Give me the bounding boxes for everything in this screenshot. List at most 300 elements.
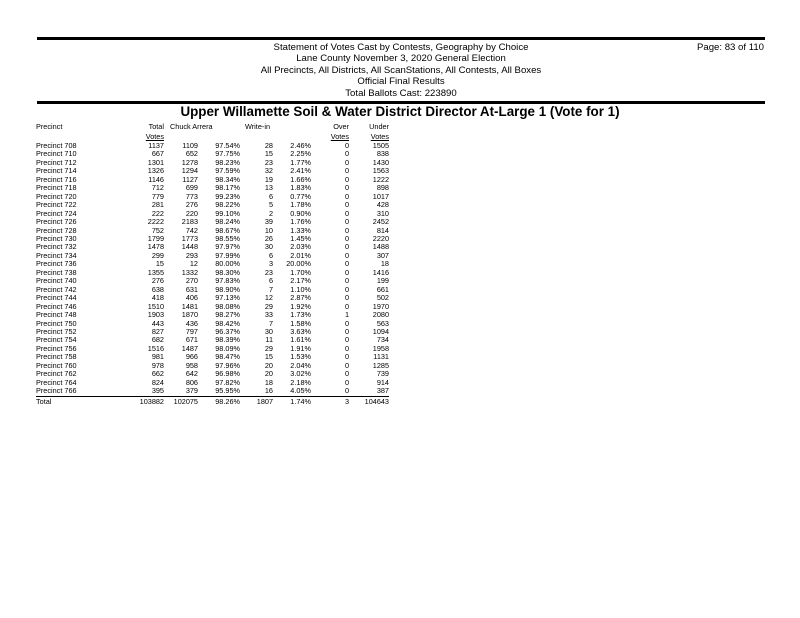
cell-candidate-pct: 98.24% — [215, 217, 240, 227]
cell-candidate-pct: 98.23% — [215, 157, 240, 167]
cell-over-votes: 0 — [344, 276, 349, 286]
cell-writein-pct: 2.01% — [290, 250, 311, 260]
header-top-rule — [37, 37, 765, 40]
results-status: Official Final Results — [357, 76, 445, 88]
cell-writein-votes: 30 — [264, 326, 273, 336]
cell-precinct: Precinct 746 — [36, 301, 77, 311]
cell-precinct: Precinct 730 — [36, 233, 77, 243]
cell-candidate-pct: 98.08% — [215, 301, 240, 311]
cell-over-votes: 0 — [344, 149, 349, 159]
cell-precinct: Precinct 766 — [36, 387, 116, 396]
cell-over-votes: 0 — [344, 284, 349, 294]
cell-candidate-votes: 12 — [189, 259, 198, 269]
cell-total-votes: 1137 — [148, 141, 164, 150]
cell-writein-pct: 3.63% — [290, 326, 311, 336]
cell-candidate-pct: 98.39% — [215, 335, 240, 345]
cell-writein-votes: 5 — [268, 200, 273, 210]
cell-precinct: Precinct 756 — [36, 343, 77, 353]
cell-over-votes: 3 — [344, 396, 349, 406]
cell-writein-votes: 6 — [268, 250, 273, 260]
cell-under-votes: 502 — [376, 293, 389, 303]
cell-writein-pct: 2.46% — [290, 141, 311, 150]
cell-candidate-pct: 96.37% — [215, 326, 240, 336]
cell-writein-pct: 3.02% — [290, 369, 311, 379]
cell-total-votes: 1903 — [147, 310, 164, 320]
cell-precinct: Precinct 714 — [36, 166, 77, 176]
cell-writein-pct: 1.83% — [290, 183, 311, 193]
table-header-row — [36, 122, 389, 142]
cell-candidate-pct: 98.42% — [215, 318, 240, 328]
cell-candidate-pct: 98.26% — [215, 396, 240, 406]
cell-over-votes: 0 — [344, 225, 349, 235]
cell-precinct: Precinct 736 — [36, 259, 77, 269]
cell-total-votes: 1799 — [147, 233, 164, 243]
cell-candidate-pct: 98.90% — [215, 284, 240, 294]
cell-total-votes: 682 — [151, 335, 164, 345]
cell-candidate-votes: 806 — [185, 377, 198, 387]
cell-under-votes: 104643 — [364, 396, 389, 406]
table-row — [36, 269, 389, 277]
cell-precinct: Precinct 762 — [36, 369, 77, 379]
cell-writein-votes: 6 — [268, 191, 273, 201]
cell-candidate-votes: 1127 — [182, 174, 198, 184]
cell-precinct: Precinct 708 — [36, 141, 77, 150]
cell-candidate-votes: 270 — [185, 276, 198, 286]
page-number: Page: 83 of 110 — [696, 42, 764, 53]
cell-precinct: Precinct 720 — [36, 191, 77, 201]
cell-writein-pct: 1.73% — [290, 310, 311, 320]
cell-writein-pct: 1.77% — [290, 157, 311, 167]
cell-under-votes: 1430 — [372, 157, 389, 167]
cell-over-votes: 0 — [314, 387, 349, 396]
cell-writein-pct: 2.03% — [290, 242, 311, 252]
cell-total-votes: 638 — [151, 284, 164, 294]
cell-candidate-votes: 1109 — [182, 141, 198, 150]
cell-candidate-pct: 98.22% — [215, 200, 240, 210]
report-scope: All Precincts, All Districts, All ScanStations, All Contests, All Boxes — [260, 64, 542, 76]
cell-candidate-votes: 773 — [185, 191, 198, 201]
cell-under-votes: 1285 — [372, 360, 389, 370]
cell-candidate-votes: 2183 — [181, 217, 198, 227]
cell-precinct: Precinct 748 — [36, 310, 77, 320]
table-row — [36, 345, 389, 353]
cell-under-votes: 1563 — [372, 166, 389, 176]
cell-writein-votes: 23 — [264, 267, 273, 277]
table-row — [36, 294, 389, 302]
contest-title: Upper Willamette Soil & Water District Director At-Large 1 (Vote for 1) — [180, 104, 620, 119]
cell-precinct: Total — [36, 396, 52, 406]
cell-writein-pct: 2.04% — [290, 360, 311, 370]
table-row — [36, 311, 389, 319]
cell-writein-pct: 1.78% — [290, 200, 311, 210]
cell-writein-pct: 2.17% — [290, 276, 311, 286]
cell-under-votes: 310 — [376, 208, 389, 218]
cell-writein-votes: 20 — [264, 360, 273, 370]
cell-writein-votes: 11 — [265, 335, 273, 345]
table-row — [36, 260, 389, 268]
table-row — [36, 210, 389, 218]
cell-total-votes: 1355 — [147, 267, 164, 277]
cell-total-votes: 827 — [151, 326, 164, 336]
cell-precinct: Precinct 760 — [36, 360, 77, 370]
col-over-votes — [314, 122, 349, 142]
cell-over-votes: 0 — [344, 191, 349, 201]
cell-total-votes: 1301 — [147, 157, 164, 167]
cell-under-votes: 734 — [376, 335, 389, 345]
cell-under-votes: 199 — [376, 276, 389, 286]
cell-over-votes: 0 — [344, 335, 349, 345]
table-row — [36, 303, 389, 311]
cell-writein-pct: 1.61% — [290, 335, 311, 345]
cell-candidate-pct: 95.95% — [198, 387, 243, 396]
cell-over-votes: 1 — [344, 310, 349, 320]
cell-total-votes: 2222 — [147, 217, 164, 227]
cell-candidate-pct: 97.75% — [215, 149, 240, 159]
cell-writein-votes: 39 — [264, 217, 273, 227]
cell-precinct: Precinct 734 — [36, 250, 77, 260]
cell-under-votes: 898 — [376, 183, 389, 193]
cell-candidate-votes: 1448 — [181, 242, 198, 252]
cell-candidate-votes: 1773 — [181, 233, 198, 243]
results-table — [36, 122, 389, 406]
table-row — [36, 286, 389, 294]
cell-precinct: Precinct 732 — [36, 242, 77, 252]
cell-candidate-pct: 98.27% — [215, 310, 240, 320]
cell-over-votes: 0 — [344, 174, 349, 184]
cell-total-votes: 712 — [151, 183, 164, 193]
h-over-line1: Over — [333, 122, 349, 131]
cell-over-votes: 0 — [344, 318, 349, 328]
cell-candidate-votes: 102075 — [173, 396, 198, 406]
table-row — [36, 328, 389, 336]
cell-over-votes: 0 — [344, 157, 349, 167]
cell-candidate-pct: 98.09% — [215, 343, 240, 353]
cell-writein-votes: 6 — [268, 276, 273, 286]
cell-writein-votes: 29 — [264, 301, 273, 311]
cell-precinct: Precinct 722 — [36, 200, 77, 210]
cell-precinct: Precinct 728 — [36, 225, 77, 235]
cell-writein-votes: 23 — [264, 157, 273, 167]
cell-writein-votes: 1807 — [256, 396, 273, 406]
cell-writein-votes: 2 — [268, 208, 273, 218]
cell-candidate-votes: 671 — [185, 335, 198, 345]
cell-total-votes: 299 — [151, 250, 164, 260]
cell-writein-pct: 2.18% — [290, 377, 311, 387]
table-row — [36, 201, 389, 209]
cell-precinct: Precinct 740 — [36, 276, 77, 286]
cell-precinct: Precinct 724 — [36, 208, 77, 218]
cell-total-votes: 978 — [151, 360, 164, 370]
cell-precinct: Precinct 752 — [36, 326, 77, 336]
cell-over-votes: 0 — [344, 183, 349, 193]
cell-candidate-pct: 98.47% — [215, 352, 240, 362]
cell-over-votes: 0 — [344, 242, 349, 252]
cell-candidate-pct: 98.55% — [215, 233, 240, 243]
cell-under-votes: 1416 — [372, 267, 389, 277]
cell-candidate-votes: 642 — [185, 369, 198, 379]
cell-over-votes: 0 — [344, 301, 349, 311]
cell-total-votes: 779 — [151, 191, 164, 201]
cell-precinct: Precinct 738 — [36, 267, 77, 277]
cell-candidate-pct: 97.82% — [215, 377, 240, 387]
report-title: Statement of Votes Cast by Contests, Geography by Choice — [273, 42, 529, 53]
col-total-votes — [116, 122, 164, 142]
cell-writein-votes: 16 — [243, 387, 273, 396]
h-total-line1: Total — [148, 122, 164, 131]
cell-candidate-pct: 97.13% — [215, 293, 240, 303]
cell-candidate-votes: 631 — [185, 284, 198, 294]
cell-writein-votes: 32 — [264, 166, 273, 176]
cell-writein-pct: 1.70% — [290, 267, 311, 277]
cell-under-votes: 2080 — [372, 310, 389, 320]
cell-writein-pct: 1.45% — [290, 233, 311, 243]
cell-total-votes: 1516 — [147, 343, 164, 353]
cell-precinct: Precinct 718 — [36, 183, 77, 193]
cell-total-votes: 15 — [155, 259, 164, 269]
cell-writein-pct: 2.41% — [290, 166, 311, 176]
cell-candidate-votes: 1487 — [181, 343, 198, 353]
total-ballots: Total Ballots Cast: 223890 — [345, 87, 457, 99]
cell-candidate-votes: 742 — [185, 225, 198, 235]
cell-under-votes: 814 — [376, 225, 389, 235]
cell-over-votes: 0 — [344, 259, 349, 269]
cell-under-votes: 1505 — [372, 141, 389, 150]
col-precinct: Precinct — [36, 122, 63, 131]
cell-over-votes: 0 — [344, 250, 349, 260]
cell-candidate-pct: 80.00% — [215, 259, 240, 269]
cell-precinct: Precinct 754 — [36, 335, 77, 345]
cell-writein-votes: 15 — [264, 352, 273, 362]
cell-writein-pct: 0.90% — [290, 208, 311, 218]
h-over-line2: Votes — [330, 132, 349, 141]
cell-writein-votes: 3 — [268, 259, 273, 269]
cell-under-votes: 387 — [349, 387, 389, 396]
cell-writein-votes: 29 — [264, 343, 273, 353]
cell-precinct: Precinct 712 — [36, 157, 77, 167]
cell-candidate-votes: 379 — [164, 387, 198, 396]
cell-candidate-pct: 97.96% — [215, 360, 240, 370]
cell-under-votes: 1488 — [372, 242, 389, 252]
col-writein: Write-in — [245, 122, 271, 131]
cell-writein-pct: 4.05% — [273, 387, 314, 396]
cell-precinct: Precinct 716 — [36, 174, 77, 184]
cell-precinct: Precinct 710 — [36, 149, 77, 159]
cell-over-votes: 0 — [344, 326, 349, 336]
cell-writein-pct: 0.77% — [290, 191, 311, 201]
cell-precinct: Precinct 742 — [36, 284, 77, 294]
cell-under-votes: 307 — [376, 250, 389, 260]
table-row — [36, 252, 389, 260]
table-row — [36, 184, 389, 192]
cell-over-votes: 0 — [344, 200, 349, 210]
table-row — [36, 159, 389, 167]
cell-total-votes: 824 — [151, 377, 164, 387]
cell-over-votes: 0 — [344, 233, 349, 243]
cell-candidate-votes: 276 — [185, 200, 198, 210]
table-row — [36, 235, 389, 243]
cell-total-votes: 1326 — [147, 166, 164, 176]
cell-candidate-pct: 98.67% — [215, 225, 240, 235]
cell-under-votes: 1222 — [372, 174, 389, 184]
col-candidate: Chuck Arrera — [170, 122, 213, 131]
col-under-votes — [349, 122, 389, 142]
cell-candidate-votes: 699 — [185, 183, 198, 193]
cell-writein-pct: 1.66% — [290, 174, 311, 184]
total-row — [36, 396, 389, 406]
table-body — [36, 142, 389, 406]
cell-writein-votes: 20 — [264, 369, 273, 379]
cell-under-votes: 1970 — [372, 301, 389, 311]
cell-candidate-pct: 97.97% — [215, 242, 240, 252]
cell-writein-pct: 2.25% — [290, 149, 311, 159]
cell-writein-pct: 1.33% — [290, 225, 311, 235]
table-row — [36, 218, 389, 226]
cell-precinct: Precinct 726 — [36, 217, 77, 227]
cell-candidate-votes: 220 — [185, 208, 198, 218]
cell-writein-pct: 1.76% — [290, 217, 311, 227]
cell-writein-pct: 1.74% — [290, 396, 311, 406]
cell-candidate-votes: 293 — [185, 250, 198, 260]
table-row — [36, 387, 389, 396]
cell-under-votes: 1958 — [372, 343, 389, 353]
cell-over-votes: 0 — [344, 293, 349, 303]
cell-total-votes: 752 — [151, 225, 164, 235]
cell-writein-votes: 33 — [264, 310, 273, 320]
cell-writein-votes: 30 — [264, 242, 273, 252]
cell-total-votes: 662 — [151, 369, 164, 379]
table-row — [36, 227, 389, 235]
table-row — [36, 320, 389, 328]
cell-over-votes: 0 — [344, 377, 349, 387]
cell-over-votes: 0 — [344, 369, 349, 379]
cell-precinct: Precinct 750 — [36, 318, 77, 328]
cell-under-votes: 2220 — [372, 233, 389, 243]
cell-under-votes: 838 — [376, 149, 389, 159]
cell-writein-votes: 28 — [264, 141, 273, 150]
cell-over-votes: 0 — [344, 217, 349, 227]
cell-writein-pct: 1.92% — [290, 301, 311, 311]
cell-over-votes: 0 — [344, 343, 349, 353]
cell-total-votes: 103882 — [139, 396, 164, 406]
cell-total-votes: 222 — [151, 208, 164, 218]
table-row — [36, 193, 389, 201]
cell-writein-votes: 26 — [264, 233, 273, 243]
cell-precinct: Precinct 764 — [36, 377, 77, 387]
cell-total-votes: 981 — [151, 352, 164, 362]
cell-candidate-pct: 98.17% — [215, 183, 240, 193]
cell-candidate-pct: 97.83% — [215, 276, 240, 286]
cell-under-votes: 661 — [376, 284, 389, 294]
cell-candidate-pct: 97.59% — [215, 166, 240, 176]
cell-over-votes: 0 — [344, 360, 349, 370]
cell-under-votes: 2452 — [372, 217, 389, 227]
cell-under-votes: 1017 — [372, 191, 389, 201]
cell-candidate-votes: 1332 — [181, 267, 198, 277]
cell-precinct: Precinct 744 — [36, 293, 77, 303]
cell-under-votes: 914 — [376, 377, 389, 387]
cell-writein-votes: 19 — [264, 174, 273, 184]
cell-candidate-votes: 1481 — [181, 301, 198, 311]
cell-candidate-pct: 97.99% — [215, 250, 240, 260]
cell-writein-votes: 7 — [268, 318, 273, 328]
cell-under-votes: 18 — [380, 259, 389, 269]
h-under-line2: Votes — [370, 132, 389, 141]
cell-candidate-votes: 958 — [185, 360, 198, 370]
table-row — [36, 277, 389, 285]
cell-total-votes: 1510 — [147, 301, 164, 311]
table-row — [36, 370, 389, 378]
h-under-line1: Under — [369, 122, 389, 131]
cell-writein-votes: 7 — [268, 284, 273, 294]
cell-candidate-pct: 97.54% — [215, 141, 240, 150]
cell-over-votes: 0 — [344, 166, 349, 176]
cell-under-votes: 563 — [376, 318, 389, 328]
cell-over-votes: 0 — [344, 141, 349, 150]
cell-total-votes: 1146 — [148, 174, 164, 184]
cell-writein-votes: 18 — [264, 377, 273, 387]
election-name: Lane County November 3, 2020 General Election — [296, 53, 506, 65]
cell-under-votes: 1131 — [373, 352, 389, 362]
cell-writein-pct: 1.10% — [290, 284, 311, 294]
table-row — [36, 379, 389, 387]
cell-over-votes: 0 — [344, 267, 349, 277]
cell-writein-pct: 1.91% — [290, 343, 311, 353]
table-row — [36, 167, 389, 175]
cell-candidate-pct: 98.30% — [215, 267, 240, 277]
cell-total-votes: 1478 — [147, 242, 164, 252]
table-row — [36, 243, 389, 251]
cell-candidate-pct: 99.23% — [215, 191, 240, 201]
table-row — [36, 362, 389, 370]
cell-under-votes: 1094 — [372, 326, 389, 336]
cell-candidate-votes: 1870 — [181, 310, 198, 320]
cell-total-votes: 667 — [151, 149, 164, 159]
table-row — [36, 336, 389, 344]
cell-candidate-votes: 652 — [185, 149, 198, 159]
cell-writein-votes: 10 — [264, 225, 273, 235]
cell-precinct: Precinct 758 — [36, 352, 77, 362]
cell-total-votes: 281 — [151, 200, 164, 210]
cell-candidate-votes: 1294 — [181, 166, 198, 176]
cell-under-votes: 739 — [376, 369, 389, 379]
report-header — [37, 42, 765, 99]
cell-writein-pct: 1.53% — [290, 352, 311, 362]
table-row — [36, 142, 389, 150]
cell-candidate-pct: 98.34% — [215, 174, 240, 184]
cell-candidate-votes: 406 — [185, 293, 198, 303]
cell-under-votes: 428 — [376, 200, 389, 210]
cell-candidate-votes: 1278 — [181, 157, 198, 167]
cell-total-votes: 276 — [151, 276, 164, 286]
cell-candidate-votes: 966 — [185, 352, 198, 362]
cell-writein-pct: 2.87% — [290, 293, 311, 303]
cell-total-votes: 395 — [116, 387, 164, 396]
cell-candidate-votes: 436 — [185, 318, 198, 328]
table-row — [36, 176, 389, 184]
table-row — [36, 353, 389, 361]
cell-writein-votes: 13 — [264, 183, 273, 193]
cell-over-votes: 0 — [344, 208, 349, 218]
cell-writein-votes: 15 — [264, 149, 273, 159]
cell-writein-votes: 12 — [264, 293, 273, 303]
cell-candidate-pct: 96.98% — [215, 369, 240, 379]
cell-over-votes: 0 — [344, 352, 349, 362]
h-total-line2: Votes — [145, 132, 164, 141]
cell-writein-pct: 20.00% — [286, 259, 311, 269]
cell-candidate-votes: 797 — [185, 326, 198, 336]
cell-candidate-pct: 99.10% — [215, 208, 240, 218]
table-row — [36, 150, 389, 158]
